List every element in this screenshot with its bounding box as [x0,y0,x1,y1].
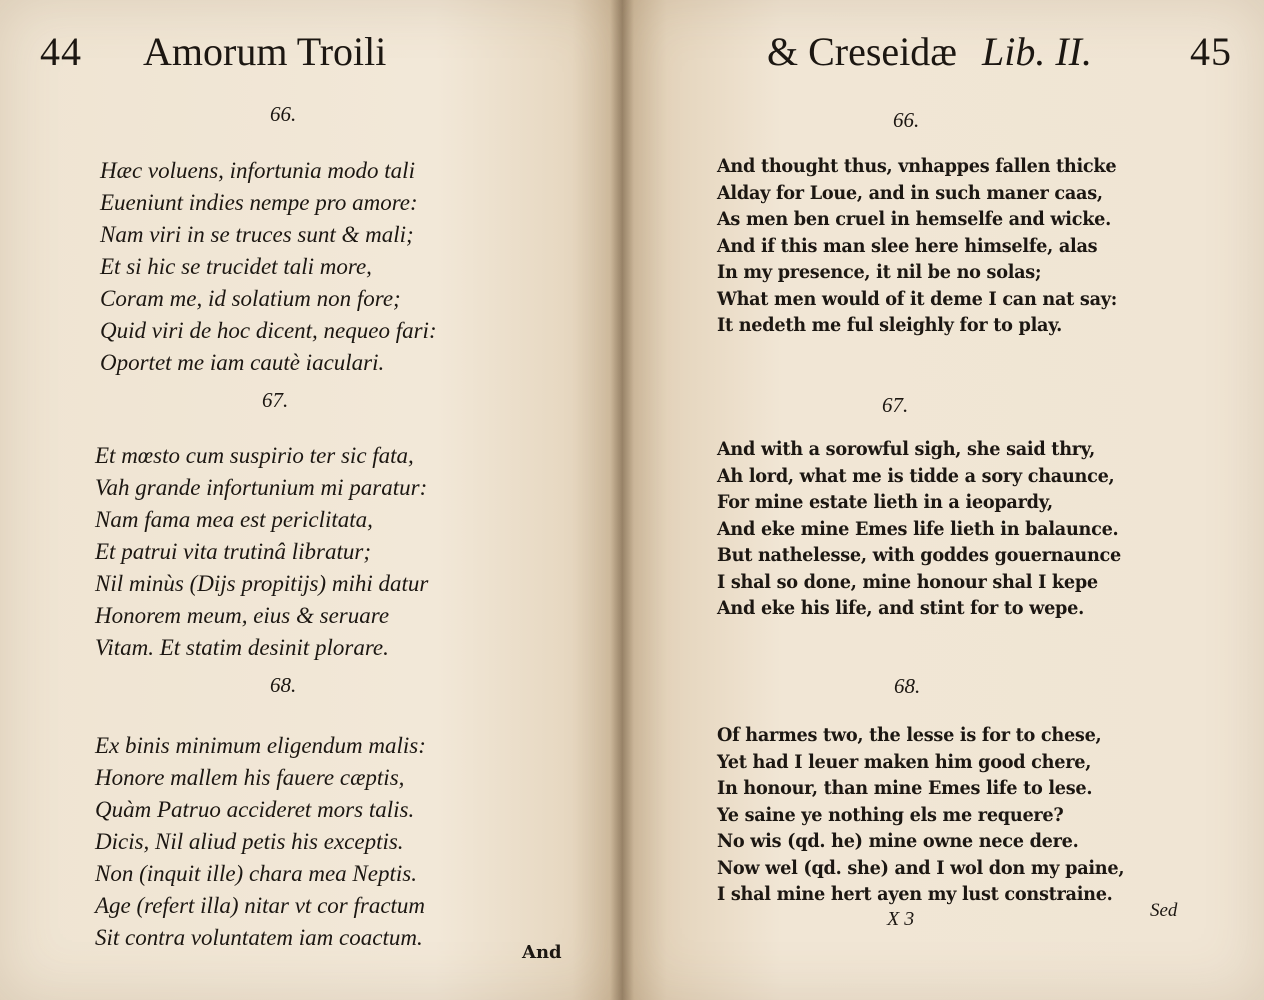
verse-line: Oportet me iam cautè iaculari. [100,350,385,375]
verse-line: Now wel (qd. she) and I wol don my paine, [717,856,1125,879]
verse-line: And with a sorowful sigh, she said thry, [717,438,1095,460]
verse-line: Ye saine ye nothing els me requere? [717,803,1064,826]
verse-line: I shal so done, mine honour shal I kepe [717,570,1098,593]
verse-line: Non (inquit ille) chara mea Neptis. [95,861,417,886]
verse-line: Nam viri in se truces sunt & mali; [100,222,414,247]
verse-line: It nedeth me ful sleighly for to play. [717,314,1063,336]
verse-line: As men ben cruel in hemselfe and wicke. [717,208,1112,230]
right-running-head: & Creseidæ [767,29,957,74]
verse-line: Dicis, Nil aliud petis his exceptis. [95,829,404,854]
left-stanza-number: 66. [270,102,297,126]
verse-line: For mine estate lieth in a ieopardy, [717,491,1053,513]
verse-line: Ex binis minimum eligendum malis: [95,733,426,758]
right-stanza-68 [717,722,1124,908]
verse-line: Nam fama mea est periclitata, [95,507,373,532]
verse-line: And eke mine Emes life lieth in balaunce. [717,517,1119,540]
verse-line: Hæc voluens, infortunia modo tali [100,158,415,183]
right-stanza-number: 68. [894,674,921,698]
verse-line: Nil minùs (Dijs propitijs) mihi datur [95,571,429,596]
verse-line: I shal mine hert ayen my lust constraine. [717,883,1113,905]
right-stanza-number: 67. [882,393,909,417]
verse-line: In honour, than mine Emes life to lese. [717,777,1093,799]
right-stanza-number: 66. [893,108,920,132]
verse-line: Honore mallem his fauere cæptis, [95,765,405,790]
verse-line: Age (refert illa) nitar vt cor fractum [95,893,426,918]
right-running-head-book [982,28,1092,75]
signature-mark: X 3 [887,908,915,930]
verse-line: Et mœsto cum suspirio ter sic fata, [95,443,414,468]
verse-line: Vah grande infortunium mi paratur: [95,475,428,500]
left-catchword: And [522,942,562,963]
left-stanza-67 [95,440,428,664]
left-stanza-number: 68. [270,673,297,697]
verse-line: Honorem meum, eius & seruare [95,603,390,628]
verse-line: Of harmes two, the lesse is for to chese, [717,724,1102,746]
verse-line: And thought thus, vnhappes fallen thicke [717,155,1117,177]
left-page-number: 44 [40,29,82,74]
right-page-number: 45 [1190,29,1232,74]
verse-line: Yet had I leuer maken him good chere, [717,750,1092,773]
right-stanza-66 [717,153,1117,339]
verse-line: Coram me, id solatium non fore; [100,286,401,311]
verse-line: Et patrui vita trutinâ libratur; [95,539,372,564]
book-label: Lib. II. [982,29,1092,74]
verse-line: Et si hic se trucidet tali more, [100,254,372,279]
verse-line: In my presence, it nil be no solas; [717,261,1042,283]
verse-line: Sit contra voluntatem iam coactum. [95,925,423,950]
verse-line: And if this man slee here himselfe, alas [717,234,1098,257]
book-gutter [610,0,634,1000]
left-stanza-68 [95,730,426,954]
right-stanza-67 [717,436,1121,622]
right-page [622,0,1264,1000]
verse-line: And eke his life, and stint for to wepe. [717,597,1084,619]
right-catchword: Sed [1150,900,1178,921]
verse-line: No wis (qd. he) mine owne nece dere. [717,830,1079,852]
left-stanza-66 [100,155,437,379]
verse-line: Quàm Patruo accideret mors talis. [95,797,415,822]
verse-line: But nathelesse, with goddes gouernaunce [717,544,1121,566]
verse-line: Eueniunt indies nempe pro amore: [100,190,418,215]
left-stanza-number: 67. [262,388,289,412]
verse-line: Quid viri de hoc dicent, nequeo fari: [100,318,437,343]
verse-line: Ah lord, what me is tidde a sory chaunce, [717,464,1115,487]
verse-line: Alday for Loue, and in such maner caas, [717,181,1103,204]
verse-line: Vitam. Et statim desinit plorare. [95,635,389,660]
left-running-head: Amorum Troili [143,29,387,74]
left-page [0,0,622,1000]
verse-line: What men would of it deme I can nat say: [717,287,1117,310]
